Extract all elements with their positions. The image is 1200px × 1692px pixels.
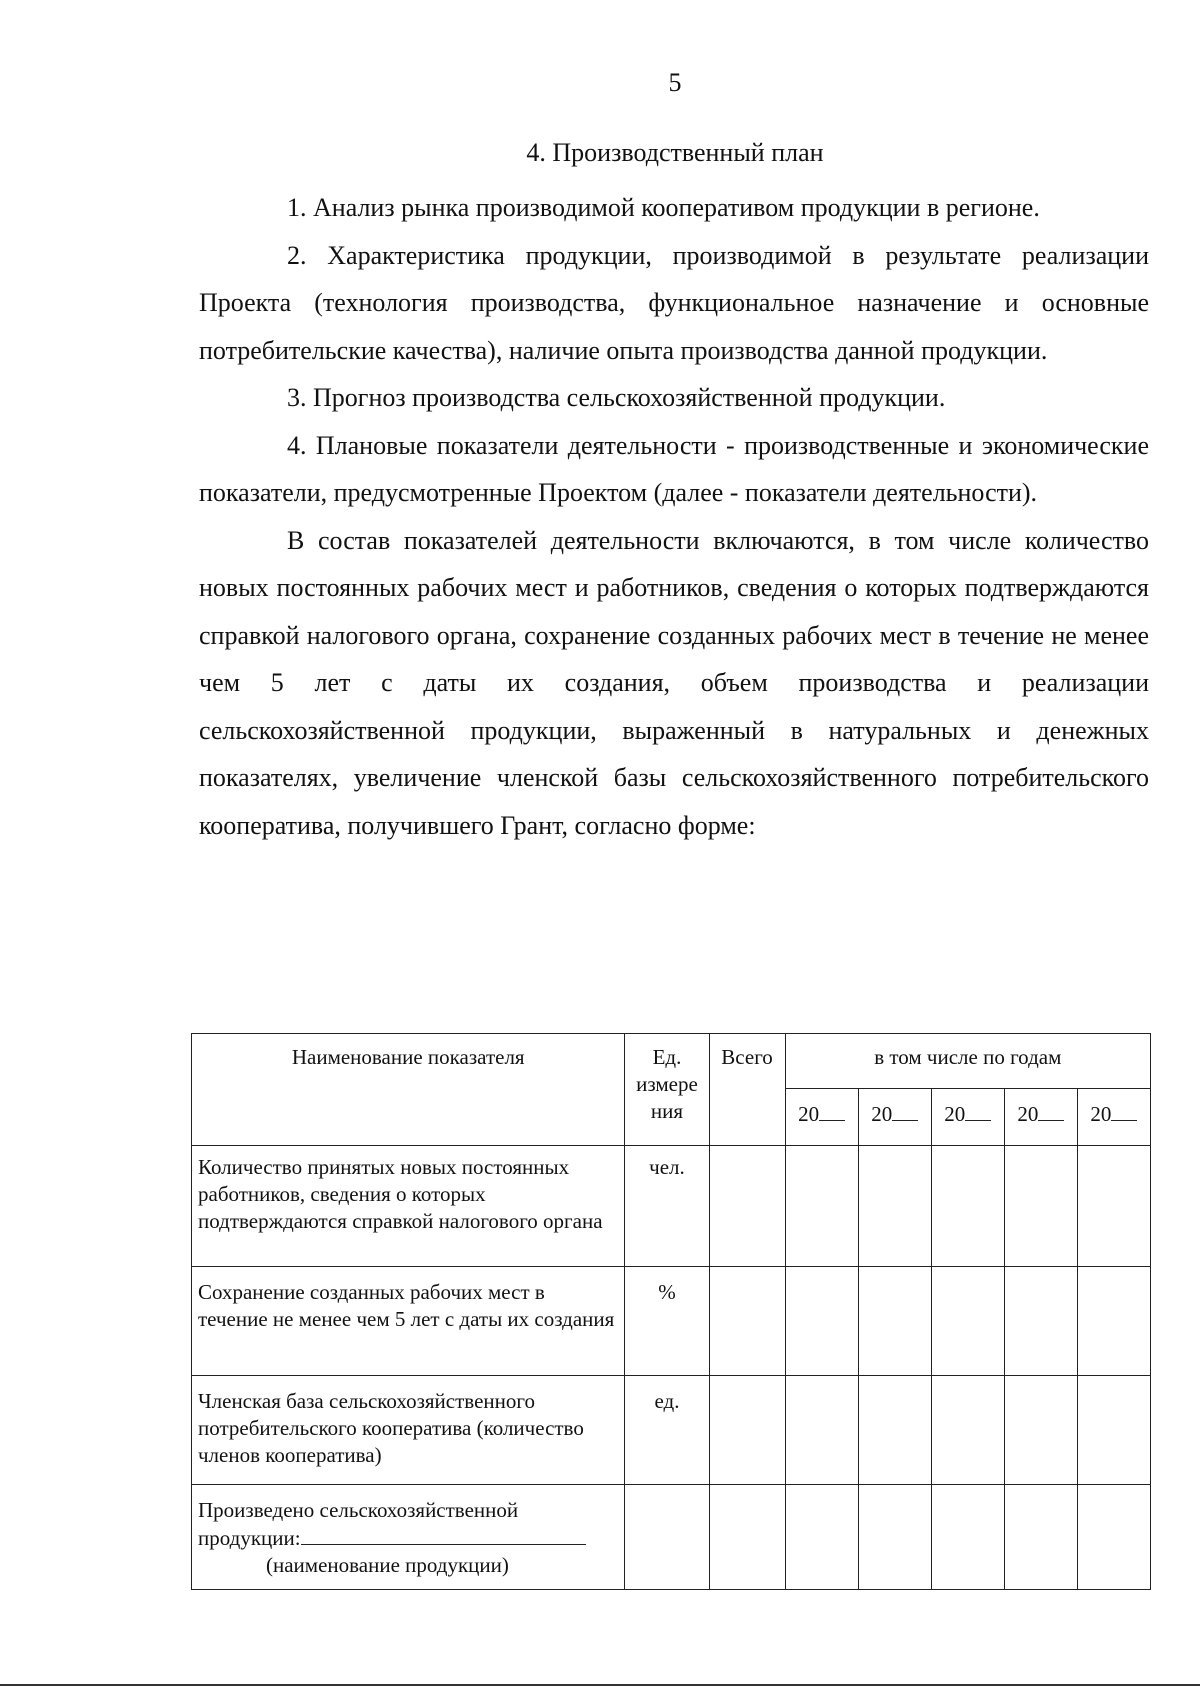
header-year-3 <box>931 1089 1004 1146</box>
row-name: Членская база сельскохозяйственного потребительского кооператива (количество членов кооператива) <box>192 1376 625 1485</box>
row-name-caption: (наименование продукции) <box>266 1553 509 1577</box>
row-name <box>192 1485 625 1590</box>
year-prefix: 20 <box>871 1102 893 1126</box>
row-total-cell <box>709 1267 785 1376</box>
year-blank <box>965 1102 991 1121</box>
row-name-prefix: Произведено сельскохозяйственной продукции: <box>198 1498 519 1550</box>
product-name-blank <box>301 1524 586 1545</box>
row-year-cell <box>858 1146 931 1267</box>
row-year-cell <box>858 1485 931 1590</box>
year-prefix: 20 <box>1090 1102 1112 1126</box>
row-year-cell <box>1004 1376 1077 1485</box>
year-blank <box>1038 1102 1064 1121</box>
row-year-cell <box>858 1376 931 1485</box>
paragraph-3: 3. Прогноз производства сельскохозяйственной продукции. <box>287 383 946 412</box>
year-blank <box>892 1102 918 1121</box>
row-total-cell <box>709 1146 785 1267</box>
row-year-cell <box>785 1146 858 1267</box>
row-total-cell <box>709 1485 785 1590</box>
row-year-cell <box>1077 1146 1150 1267</box>
table-row <box>192 1376 1151 1485</box>
year-prefix: 20 <box>944 1102 966 1126</box>
indicators-table <box>191 1033 1151 1590</box>
header-year-4 <box>1004 1089 1077 1146</box>
row-year-cell <box>1077 1267 1150 1376</box>
row-unit <box>625 1485 709 1590</box>
row-year-cell <box>1004 1146 1077 1267</box>
header-unit: Ед. измере ния <box>625 1034 709 1146</box>
header-total: Всего <box>709 1034 785 1146</box>
row-year-cell <box>1077 1485 1150 1590</box>
row-year-cell <box>858 1267 931 1376</box>
paragraph-4: 4. Плановые показатели деятельности - производственные и экономические показатели, предусмотренные Проектом (далее - показатели деятельности). <box>199 430 1149 507</box>
table-row <box>192 1485 1151 1590</box>
row-total-cell <box>709 1376 785 1485</box>
row-unit: ед. <box>625 1376 709 1485</box>
row-name: Количество принятых новых постоянных работников, сведения о которых подтверждаются справкой налогового органа <box>192 1146 625 1267</box>
row-year-cell <box>931 1376 1004 1485</box>
row-year-cell <box>1077 1376 1150 1485</box>
row-year-cell <box>931 1146 1004 1267</box>
table-row <box>192 1146 1151 1267</box>
year-prefix: 20 <box>1017 1102 1039 1126</box>
page-number: 5 <box>668 68 682 97</box>
row-year-cell <box>931 1485 1004 1590</box>
page-bottom-rule <box>0 1684 1200 1686</box>
year-blank <box>819 1102 845 1121</box>
row-name: Сохранение созданных рабочих мест в течение не менее чем 5 лет с даты их создания <box>192 1267 625 1376</box>
row-year-cell <box>1004 1267 1077 1376</box>
table-row <box>192 1267 1151 1376</box>
row-unit: чел. <box>625 1146 709 1267</box>
row-year-cell <box>931 1267 1004 1376</box>
header-years-group: в том числе по годам <box>785 1034 1150 1089</box>
section-title: 4. Производственный план <box>526 138 824 167</box>
header-year-1 <box>785 1089 858 1146</box>
row-unit: % <box>625 1267 709 1376</box>
body-text <box>199 184 1149 849</box>
row-year-cell <box>1004 1485 1077 1590</box>
header-year-5 <box>1077 1089 1150 1146</box>
paragraph-5: В состав показателей деятельности включаются, в том числе количество новых постоянных рабочих мест и работников, сведения о которых подтверждаются справкой налогового органа, сохранение созданных рабочих мест в течение не менее чем 5 лет с даты их создания, объем производства и реализации сельскохозяйственной продукции, выраженный в натуральных и денежных показателях, увеличение членской базы сельскохозяйственного потребительского кооператива, получившего Грант, согласно форме: <box>199 525 1149 840</box>
header-name: Наименование показателя <box>192 1034 625 1146</box>
paragraph-1: 1. Анализ рынка производимой кооперативом продукции в регионе. <box>287 193 1040 222</box>
row-year-cell <box>785 1267 858 1376</box>
header-year-2 <box>858 1089 931 1146</box>
year-prefix: 20 <box>798 1102 820 1126</box>
row-year-cell <box>785 1376 858 1485</box>
row-year-cell <box>785 1485 858 1590</box>
paragraph-2: 2. Характеристика продукции, производимой в результате реализации Проекта (технология производства, функциональное назначение и основные потребительские качества), наличие опыта производства данной продукции. <box>199 240 1149 365</box>
year-blank <box>1111 1102 1137 1121</box>
